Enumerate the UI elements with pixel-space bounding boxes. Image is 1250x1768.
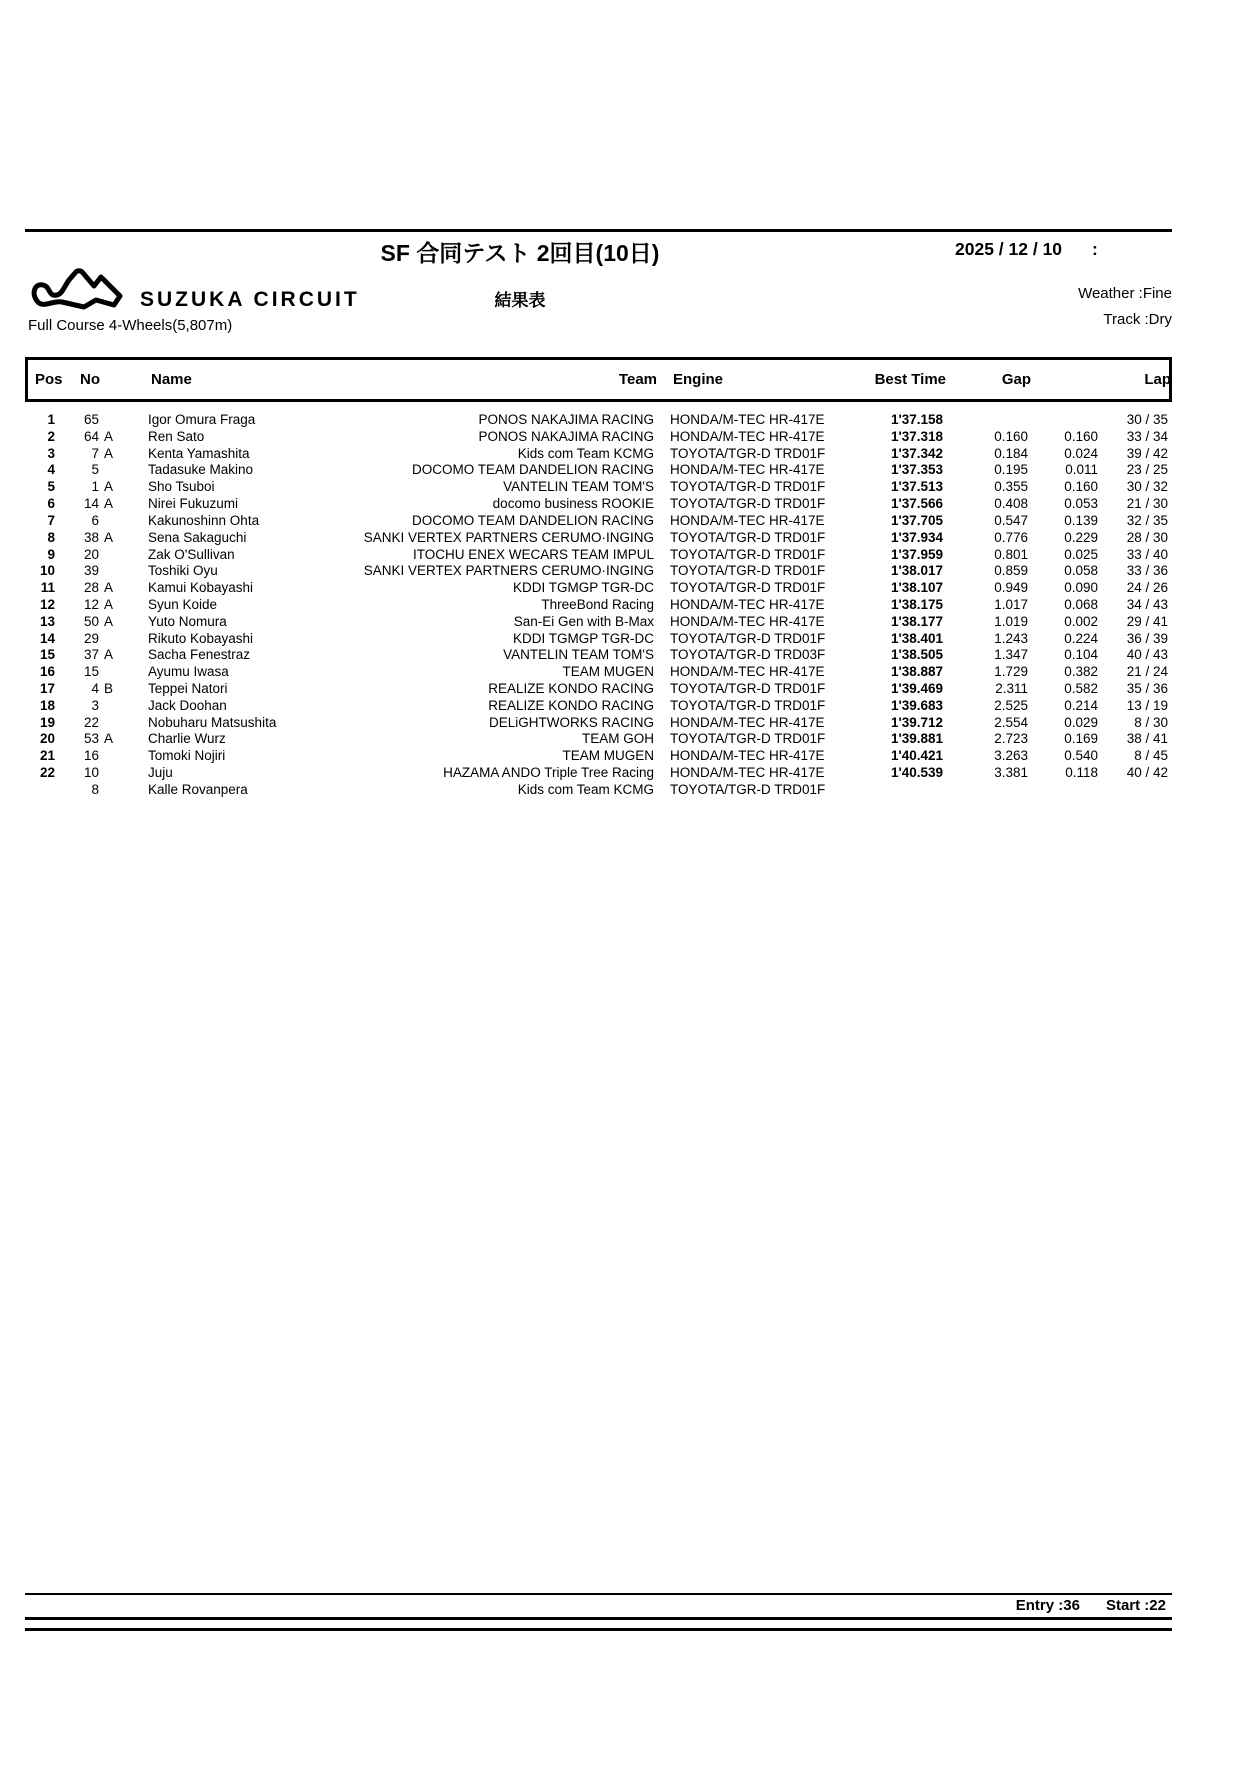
interval-cell: 0.104 <box>1064 647 1098 663</box>
driver-name-cell: Ren Sato <box>148 428 205 444</box>
interval-cell: 0.214 <box>1064 697 1098 713</box>
car-suffix-cell: A <box>104 529 114 545</box>
car-number-cell: 6 <box>91 512 99 528</box>
col-header-team: Team <box>618 371 657 388</box>
gap-cell: 0.184 <box>994 445 1028 461</box>
results-rows <box>25 412 1172 799</box>
table-row <box>25 731 1172 748</box>
lap-cell: 13 / 19 <box>1126 697 1168 713</box>
table-row <box>25 412 1172 429</box>
engine-cell: HONDA/M-TEC HR-417E <box>670 428 825 444</box>
car-suffix-cell: A <box>104 613 114 629</box>
table-row <box>25 715 1172 732</box>
footer-rule-bottom <box>25 1628 1172 1631</box>
gap-cell: 2.525 <box>994 697 1028 713</box>
gap-cell: 2.723 <box>994 731 1028 747</box>
car-suffix-cell: A <box>104 580 114 596</box>
table-row <box>25 631 1172 648</box>
car-number-cell: 50 <box>83 613 99 629</box>
interval-cell: 0.068 <box>1064 596 1098 612</box>
footer-rule-top <box>25 1593 1172 1595</box>
team-cell: docomo business ROOKIE <box>492 496 654 512</box>
table-row <box>25 647 1172 664</box>
car-number-cell: 15 <box>83 664 99 680</box>
gap-cell: 1.243 <box>994 630 1028 646</box>
team-cell: ITOCHU ENEX WECARS TEAM IMPUL <box>412 546 654 562</box>
driver-name-cell: Syun Koide <box>148 596 218 612</box>
interval-cell: 0.582 <box>1064 681 1098 696</box>
car-suffix-cell <box>99 513 125 530</box>
driver-name-cell: Juju <box>148 765 173 781</box>
table-row <box>25 547 1172 564</box>
position-cell: 19 <box>39 714 55 730</box>
driver-name-cell: Kalle Rovanpera <box>148 781 248 797</box>
car-suffix-cell: A <box>104 428 114 444</box>
position-cell: 17 <box>39 681 55 696</box>
interval-cell: 0.540 <box>1064 748 1098 764</box>
car-number-cell: 37 <box>83 647 99 663</box>
gap-cell: 1.017 <box>994 596 1028 612</box>
car-number-cell: 39 <box>83 563 99 579</box>
car-number-cell: 28 <box>83 580 99 596</box>
interval-cell: 0.024 <box>1064 445 1098 461</box>
best-time-cell: 1'39.683 <box>890 697 943 713</box>
time-colon: : <box>1092 239 1098 259</box>
engine-cell: TOYOTA/TGR-D TRD03F <box>670 647 826 663</box>
position-cell: 18 <box>39 697 55 713</box>
car-number-cell: 4 <box>91 681 99 696</box>
driver-name-cell: Sho Tsuboi <box>148 479 215 495</box>
car-suffix-cell: A <box>104 496 114 512</box>
team-cell: DOCOMO TEAM DANDELION RACING <box>411 462 654 478</box>
driver-name-cell: Tadasuke Makino <box>148 462 254 478</box>
table-row <box>25 597 1172 614</box>
lap-cell: 21 / 30 <box>1126 496 1168 512</box>
engine-cell: HONDA/M-TEC HR-417E <box>670 748 825 764</box>
team-cell: DELiGHTWORKS RACING <box>488 714 654 730</box>
interval-cell: 0.382 <box>1064 664 1098 680</box>
team-cell: TEAM MUGEN <box>562 748 654 764</box>
position-cell: 21 <box>39 748 55 764</box>
team-cell: VANTELIN TEAM TOM'S <box>503 647 654 663</box>
driver-name-cell: Ayumu Iwasa <box>148 664 229 680</box>
position-cell: 11 <box>40 580 55 596</box>
interval-cell: 0.169 <box>1064 731 1098 747</box>
engine-cell: HONDA/M-TEC HR-417E <box>670 596 825 612</box>
gap-cell: 1.729 <box>994 664 1028 680</box>
car-suffix-cell <box>99 698 125 715</box>
best-time-cell: 1'37.353 <box>890 462 943 478</box>
gap-cell: 2.311 <box>995 681 1028 696</box>
position-cell: 20 <box>39 731 55 747</box>
page-title: SF 合同テスト 2回目(10日) <box>380 240 660 266</box>
car-suffix-cell <box>99 412 125 429</box>
lap-cell: 34 / 43 <box>1126 596 1168 612</box>
team-cell: SANKI VERTEX PARTNERS CERUMO·INGING <box>363 563 654 579</box>
lap-cell: 35 / 36 <box>1126 681 1168 696</box>
lap-cell: 8 / 30 <box>1134 714 1168 730</box>
interval-cell: 0.160 <box>1064 479 1098 495</box>
footer-counts <box>25 1597 1166 1614</box>
car-number-cell: 20 <box>83 546 99 562</box>
interval-cell: 0.029 <box>1064 714 1098 730</box>
col-header-lap: Lap <box>1144 371 1171 388</box>
engine-cell: HONDA/M-TEC HR-417E <box>670 664 825 680</box>
table-row <box>25 681 1172 698</box>
engine-cell: HONDA/M-TEC HR-417E <box>670 765 825 781</box>
table-row <box>25 614 1172 631</box>
car-number-cell: 53 <box>83 731 99 747</box>
col-header-pos: Pos <box>35 371 63 388</box>
interval-cell: 0.224 <box>1064 630 1098 646</box>
interval-cell: 0.118 <box>1065 765 1098 781</box>
car-suffix-cell: A <box>104 731 114 747</box>
team-cell: PONOS NAKAJIMA RACING <box>478 412 654 427</box>
lap-cell: 33 / 40 <box>1126 546 1168 562</box>
position-cell: 15 <box>39 647 55 663</box>
col-header-name: Name <box>151 371 192 388</box>
best-time-cell: 1'38.175 <box>890 596 943 612</box>
car-suffix-cell: A <box>104 596 114 612</box>
session-date <box>955 239 1172 260</box>
best-time-cell: 1'38.505 <box>890 647 943 663</box>
team-cell: TEAM MUGEN <box>562 664 654 680</box>
car-suffix-cell: A <box>104 479 114 495</box>
team-cell: Kids com Team KCMG <box>517 781 654 797</box>
lap-cell: 30 / 35 <box>1126 412 1168 427</box>
car-number-cell: 64 <box>83 428 99 444</box>
car-number-cell: 8 <box>91 781 99 797</box>
position-cell: 9 <box>47 546 55 562</box>
interval-cell: 0.090 <box>1064 580 1098 596</box>
engine-cell: TOYOTA/TGR-D TRD01F <box>670 529 826 545</box>
car-number-cell: 14 <box>83 496 99 512</box>
driver-name-cell: Toshiki Oyu <box>148 563 218 579</box>
team-cell: PONOS NAKAJIMA RACING <box>478 428 654 444</box>
gap-cell: 1.019 <box>994 613 1028 629</box>
engine-cell: TOYOTA/TGR-D TRD01F <box>670 630 826 646</box>
interval-cell <box>1028 412 1098 429</box>
best-time-cell: 1'37.934 <box>890 529 943 545</box>
table-row <box>25 530 1172 547</box>
engine-cell: HONDA/M-TEC HR-417E <box>670 613 825 629</box>
position-cell: 8 <box>47 529 55 545</box>
table-row <box>25 765 1172 782</box>
best-time-cell: 1'37.705 <box>890 512 943 528</box>
date-value: 2025 / 12 / 10 <box>955 239 1063 259</box>
gap-cell: 0.160 <box>994 428 1028 444</box>
weather-status: Weather :Fine <box>1078 285 1172 302</box>
best-time-cell: 1'37.318 <box>890 428 943 444</box>
best-time-cell: 1'38.887 <box>890 664 943 680</box>
car-number-cell: 29 <box>83 630 99 646</box>
lap-cell: 24 / 26 <box>1126 580 1168 596</box>
driver-name-cell: Teppei Natori <box>148 681 228 696</box>
car-suffix-cell <box>99 664 125 681</box>
engine-cell: TOYOTA/TGR-D TRD01F <box>670 681 826 696</box>
gap-cell: 3.263 <box>994 748 1028 764</box>
best-time-cell: 1'38.401 <box>890 630 943 646</box>
car-suffix-cell <box>99 748 125 765</box>
engine-cell: HONDA/M-TEC HR-417E <box>670 412 825 427</box>
position-cell: 13 <box>39 613 55 629</box>
car-suffix-cell <box>99 563 125 580</box>
position-cell: 22 <box>39 765 55 781</box>
team-cell: Kids com Team KCMG <box>517 445 654 461</box>
interval-cell: 0.011 <box>1065 462 1098 478</box>
car-number-cell: 38 <box>83 529 99 545</box>
position-cell: 2 <box>47 428 55 444</box>
table-row <box>25 446 1172 463</box>
car-suffix-cell <box>99 631 125 648</box>
lap-cell: 29 / 41 <box>1126 613 1168 629</box>
car-suffix-cell <box>99 782 125 799</box>
car-number-cell: 5 <box>91 462 99 478</box>
team-cell: DOCOMO TEAM DANDELION RACING <box>411 512 654 528</box>
lap-cell: 36 / 39 <box>1126 630 1168 646</box>
car-number-cell: 3 <box>91 697 99 713</box>
position-cell: 10 <box>39 563 55 579</box>
col-header-no: No <box>80 371 100 388</box>
car-suffix-cell <box>99 765 125 782</box>
car-number-cell: 12 <box>83 596 99 612</box>
team-cell: San-Ei Gen with B-Max <box>513 613 654 629</box>
best-time-cell: 1'40.539 <box>890 765 943 781</box>
header-top-rule <box>25 229 1172 232</box>
track-condition: Track :Dry <box>1103 311 1172 328</box>
driver-name-cell: Yuto Nomura <box>148 613 227 629</box>
best-time-cell: 1'39.881 <box>890 731 943 747</box>
table-row <box>25 782 1172 799</box>
interval-cell: 0.053 <box>1064 496 1098 512</box>
table-row <box>25 479 1172 496</box>
team-cell: VANTELIN TEAM TOM'S <box>503 479 654 495</box>
position-cell: 7 <box>47 512 55 528</box>
team-cell: REALIZE KONDO RACING <box>488 681 654 696</box>
engine-cell: HONDA/M-TEC HR-417E <box>670 512 825 528</box>
start-count: Start :22 <box>1105 1597 1166 1614</box>
table-row <box>25 513 1172 530</box>
car-number-cell: 10 <box>83 765 99 781</box>
position-cell: 6 <box>47 496 55 512</box>
best-time-cell: 1'38.177 <box>890 613 943 629</box>
team-cell: TEAM GOH <box>581 731 654 747</box>
best-time-cell <box>868 782 943 799</box>
results-table-header <box>25 357 1172 402</box>
car-suffix-cell: A <box>104 647 114 663</box>
lap-cell: 40 / 43 <box>1126 647 1168 663</box>
best-time-cell: 1'38.017 <box>890 563 943 579</box>
gap-cell: 0.859 <box>994 563 1028 579</box>
gap-cell: 3.381 <box>994 765 1028 781</box>
car-number-cell: 7 <box>91 445 99 461</box>
best-time-cell: 1'37.158 <box>890 412 943 427</box>
driver-name-cell: Kakunoshinn Ohta <box>148 512 260 528</box>
driver-name-cell: Sena Sakaguchi <box>148 529 247 545</box>
engine-cell: TOYOTA/TGR-D TRD01F <box>670 496 826 512</box>
position-cell: 14 <box>39 630 55 646</box>
interval-cell: 0.160 <box>1064 428 1098 444</box>
table-row <box>25 563 1172 580</box>
car-suffix-cell <box>99 715 125 732</box>
driver-name-cell: Zak O'Sullivan <box>148 546 235 562</box>
table-row <box>25 462 1172 479</box>
team-cell: HAZAMA ANDO Triple Tree Racing <box>443 765 654 781</box>
gap-cell: 0.195 <box>994 462 1028 478</box>
driver-name-cell: Tomoki Nojiri <box>148 748 226 764</box>
car-suffix-cell <box>99 547 125 564</box>
best-time-cell: 1'37.959 <box>890 546 943 562</box>
team-cell: SANKI VERTEX PARTNERS CERUMO·INGING <box>363 529 654 545</box>
lap-cell <box>1098 782 1168 799</box>
driver-name-cell: Nobuharu Matsushita <box>148 714 277 730</box>
table-row <box>25 429 1172 446</box>
gap-cell <box>943 412 1028 429</box>
best-time-cell: 1'39.712 <box>890 714 943 730</box>
lap-cell: 30 / 32 <box>1126 479 1168 495</box>
interval-cell: 0.002 <box>1064 613 1098 629</box>
best-time-cell: 1'40.421 <box>890 748 943 764</box>
position-cell: 3 <box>47 445 55 461</box>
driver-name-cell: Nirei Fukuzumi <box>148 496 239 512</box>
interval-cell: 0.139 <box>1064 512 1098 528</box>
position-cell: 16 <box>39 664 55 680</box>
gap-cell: 0.776 <box>994 529 1028 545</box>
interval-cell: 0.025 <box>1064 546 1098 562</box>
lap-cell: 39 / 42 <box>1126 445 1168 461</box>
lap-cell: 33 / 34 <box>1126 428 1168 444</box>
team-cell: REALIZE KONDO RACING <box>488 697 654 713</box>
team-cell: KDDI TGMGP TGR-DC <box>512 580 654 596</box>
interval-cell: 0.229 <box>1064 529 1098 545</box>
col-header-best-time: Best Time <box>874 371 946 388</box>
engine-cell: TOYOTA/TGR-D TRD01F <box>670 580 826 596</box>
col-header-engine: Engine <box>673 371 724 388</box>
team-cell: ThreeBond Racing <box>541 596 654 612</box>
gap-cell: 0.801 <box>994 546 1028 562</box>
position-cell: 1 <box>47 412 55 427</box>
table-row <box>25 664 1172 681</box>
table-row <box>25 580 1172 597</box>
car-number-cell: 1 <box>91 479 99 495</box>
lap-cell: 38 / 41 <box>1126 731 1168 747</box>
lap-cell: 40 / 42 <box>1126 765 1168 781</box>
table-row <box>25 496 1172 513</box>
gap-cell: 0.547 <box>994 512 1028 528</box>
footer-rule-middle <box>25 1617 1172 1620</box>
engine-cell: HONDA/M-TEC HR-417E <box>670 714 825 730</box>
driver-name-cell: Kenta Yamashita <box>148 445 250 461</box>
gap-cell: 0.949 <box>994 580 1028 596</box>
course-info: Full Course 4-Wheels(5,807m) <box>28 317 233 334</box>
engine-cell: TOYOTA/TGR-D TRD01F <box>670 479 826 495</box>
driver-name-cell: Rikuto Kobayashi <box>148 630 254 646</box>
driver-name-cell: Jack Doohan <box>148 697 227 713</box>
engine-cell: HONDA/M-TEC HR-417E <box>670 462 825 478</box>
car-suffix-cell: B <box>104 681 114 696</box>
table-row <box>25 698 1172 715</box>
driver-name-cell: Sacha Fenestraz <box>148 647 251 663</box>
engine-cell: TOYOTA/TGR-D TRD01F <box>670 697 826 713</box>
best-time-cell: 1'39.469 <box>890 681 943 696</box>
table-row <box>25 748 1172 765</box>
car-number-cell: 16 <box>83 748 99 764</box>
gap-cell: 1.347 <box>994 647 1028 663</box>
interval-cell <box>1028 782 1098 799</box>
suzuka-track-icon <box>28 264 130 318</box>
engine-cell: TOYOTA/TGR-D TRD01F <box>670 445 826 461</box>
position-cell: 5 <box>47 479 55 495</box>
car-number-cell: 22 <box>83 714 99 730</box>
gap-cell: 0.355 <box>994 479 1028 495</box>
car-suffix-cell: A <box>104 445 114 461</box>
engine-cell: TOYOTA/TGR-D TRD01F <box>670 546 826 562</box>
lap-cell: 8 / 45 <box>1134 748 1168 764</box>
engine-cell: TOYOTA/TGR-D TRD01F <box>670 731 826 747</box>
best-time-cell: 1'38.107 <box>890 580 943 596</box>
engine-cell: TOYOTA/TGR-D TRD01F <box>670 563 826 579</box>
best-time-cell: 1'37.513 <box>890 479 943 495</box>
team-cell: KDDI TGMGP TGR-DC <box>512 630 654 646</box>
lap-cell: 23 / 25 <box>1126 462 1168 478</box>
lap-cell: 28 / 30 <box>1126 529 1168 545</box>
driver-name-cell: Charlie Wurz <box>148 731 226 747</box>
gap-cell <box>943 782 1028 799</box>
col-header-gap: Gap <box>1001 371 1031 388</box>
circuit-logo-text: SUZUKA CIRCUIT <box>140 288 360 311</box>
driver-name-cell: Kamui Kobayashi <box>148 580 254 596</box>
car-suffix-cell <box>99 462 125 479</box>
lap-cell: 33 / 36 <box>1126 563 1168 579</box>
position-cell: 4 <box>47 462 55 478</box>
report-subtitle: 結果表 <box>494 291 546 310</box>
engine-cell: TOYOTA/TGR-D TRD01F <box>670 781 826 797</box>
lap-cell: 21 / 24 <box>1126 664 1168 680</box>
best-time-cell: 1'37.566 <box>890 496 943 512</box>
interval-cell: 0.058 <box>1064 563 1098 579</box>
position-cell: 12 <box>39 596 55 612</box>
gap-cell: 2.554 <box>994 714 1028 730</box>
car-number-cell: 65 <box>83 412 99 427</box>
lap-cell: 32 / 35 <box>1126 512 1168 528</box>
position-cell <box>25 782 63 799</box>
entry-count: Entry :36 <box>1015 1597 1080 1614</box>
gap-cell: 0.408 <box>994 496 1028 512</box>
best-time-cell: 1'37.342 <box>890 445 943 461</box>
driver-name-cell: Igor Omura Fraga <box>148 412 256 427</box>
